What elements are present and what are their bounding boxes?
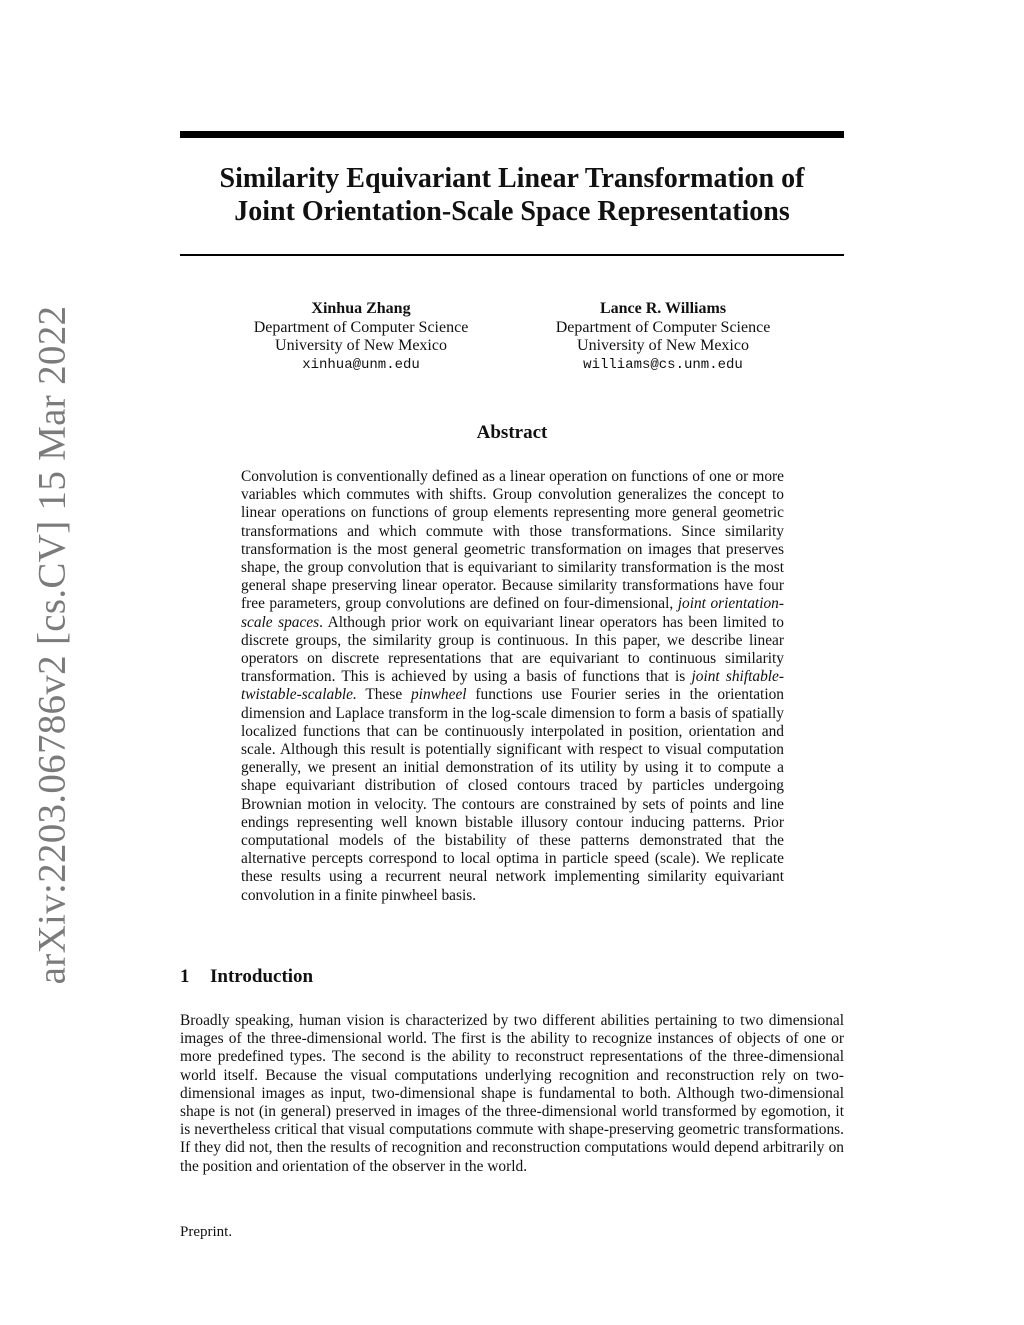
arxiv-identifier: arXiv:2203.06786v2 [cs.CV] 15 Mar 2022 <box>30 305 74 985</box>
abstract-emphasis: joint shiftable-twistable-scalable. <box>241 668 785 704</box>
author-university: University of New Mexico <box>577 337 749 354</box>
author-university: University of New Mexico <box>275 337 447 354</box>
preprint-footer: Preprint. <box>180 1224 233 1240</box>
abstract-text-part: These <box>356 686 411 704</box>
author-block-2 <box>513 300 813 374</box>
title-line-2: Joint Orientation-Scale Space Representations <box>234 196 790 227</box>
author-block-1 <box>211 300 511 374</box>
abstract-text-part: Convolution is conventionally defined as a linear operation on functions of one or more variables which commutes with shifts. Group convolution generalizes the concept to linear operations on functions of group elements representing more general geometric transformations and which commute with those transformations. Since similarity transformation is the most general geometric transformation on images that preserves shape, the group convolution that is equivariant to similarity transformation is the most general shape preserving linear operator. Because similarity transformations have four free parameters, group convolutions are defined on four-dimensional, <box>241 468 784 613</box>
author-email[interactable]: xinhua@unm.edu <box>302 356 420 373</box>
abstract-text-part: . Although prior work on equivariant linear operators has been limited to discrete groups, the similarity group is continuous. In this paper, we describe linear operators on discrete representations that are equivariant to continuous similarity transformation. This is achieved by using a basis of functions that is <box>241 613 784 686</box>
author-department: Department of Computer Science <box>555 318 771 336</box>
section-heading-introduction <box>180 966 844 988</box>
introduction-paragraph: Broadly speaking, human vision is characterized by two different abilities pertaining to two dimensional images of the three-dimensional world. The first is the ability to recognize instances of objects of one or more predefined types. The second is the ability to reconstruct representations of the three-dimensional world itself. Because the visual computations underlying recognition and reconstruction rely on two-dimensional images as input, two-dimensional shape is fundamental to both. Although two-dimensional shape is not (in general) preserved in images of the three-dimensional world transformed by egomotion, it is nevertheless critical that visual computations commute with shape-preserving geometric transformations. If they did not, then the results of recognition and reconstruction computations would depend arbitrarily on the position and orientation of the observer in the world. <box>180 1012 844 1175</box>
abstract-text <box>241 468 784 905</box>
abstract-text-part: functions use Fourier series in the orientation dimension and Laplace transform in the log-scale dimension to form a basis of spatially localized functions that can be continuously interpolated in position, orientation and scale. Although this result is potentially significant with respect to visual computation generally, we present an initial demonstration of its utility by using it to compute a shape equivariant distribution of closed contours traced by particles undergoing Brownian motion in velocity. The contours are constrained by sets of points and line endings representing well known bistable illusory contour inducing patterns. Prior computational models of the bistability of these patterns demonstrated that the alternative percepts correspond to local optima in particle speed (scale). We replicate these results using a recurrent neural network implementing similarity equivariant convolution in a finite pinwheel basis. <box>241 686 784 904</box>
title-bottom-rule <box>180 254 844 256</box>
section-number: 1 <box>180 966 190 987</box>
abstract-heading: Abstract <box>476 422 548 443</box>
abstract-emphasis: joint orientation-scale spaces <box>241 595 785 631</box>
author-department: Department of Computer Science <box>253 318 469 336</box>
author-email[interactable]: williams@cs.unm.edu <box>583 356 743 373</box>
title-top-rule <box>180 131 844 138</box>
title-line-1: Similarity Equivariant Linear Transformation of <box>219 163 805 194</box>
abstract-emphasis: pinwheel <box>410 686 467 704</box>
section-title: Introduction <box>210 966 314 987</box>
paper-title <box>180 162 844 228</box>
author-name: Xinhua Zhang <box>311 300 411 317</box>
author-name: Lance R. Williams <box>599 300 727 317</box>
